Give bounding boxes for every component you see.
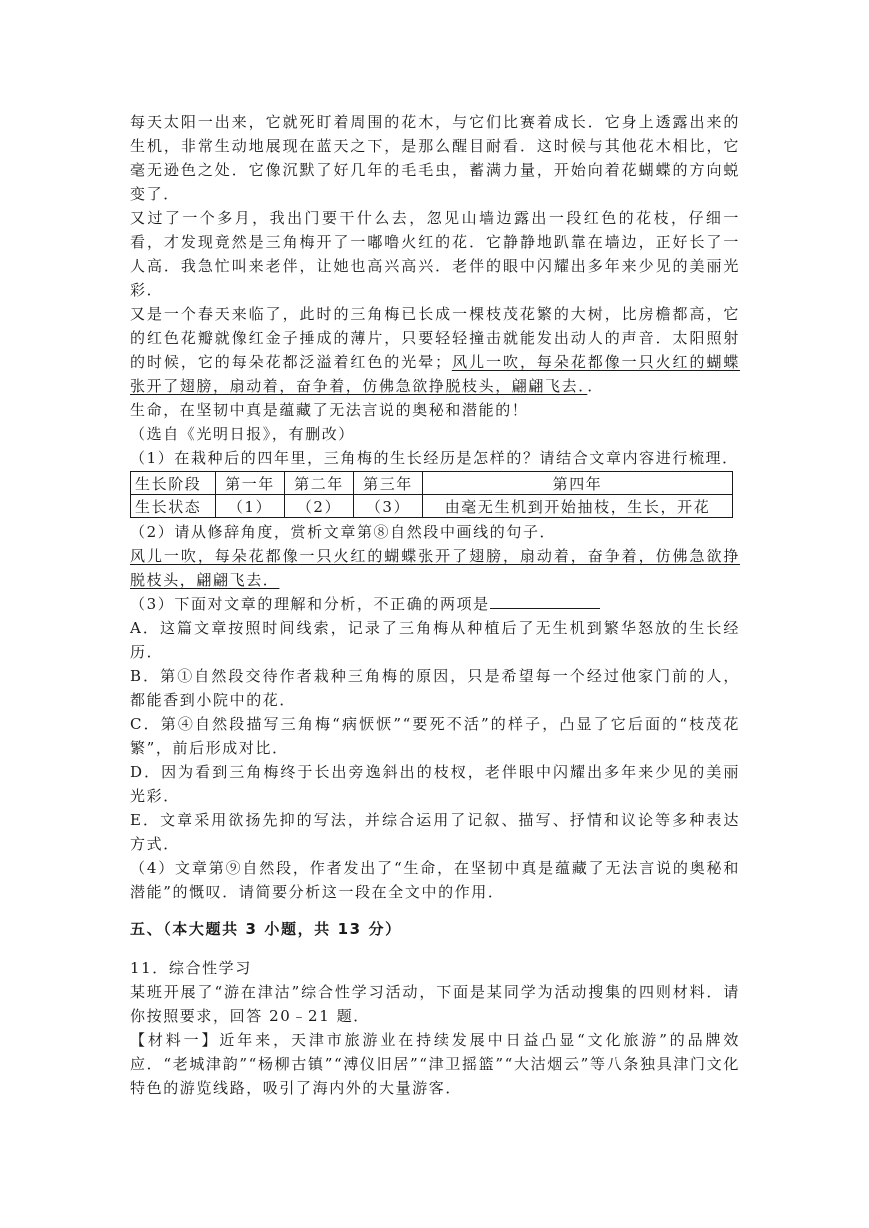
table-cell: 生长状态: [131, 495, 216, 518]
question-2-quote: 风儿一吹，每朵花都像一只火红的蝴蝶张开了翅膀，扇动着，奋争着，仿佛急欲挣脱枝头，翩翩飞去．: [130, 547, 740, 589]
table-cell: （1）: [216, 495, 285, 518]
answer-blank: [490, 594, 600, 609]
section-5-intro: 某班开展了“游在津沽”综合性学习活动，下面是某同学为活动搜集的四则材料．请你按照要求，回答 20﹣21 题．: [130, 983, 740, 1025]
underlined-sentence: 风儿一吹，每朵花都像一只火红的蝴蝶张开了翅膀，扇动着，奋争着，仿佛急欲挣脱枝头，翩翩飞去．: [130, 353, 741, 395]
paragraph-red-flowers: 又过了一个多月，我出门要干什么去，忽见山墙边露出一段红色的花枝，仔细一看，才发现竟然是三角梅开了一嘟噜火红的花．它静静地趴靠在墙边，正好长了一人高．我急忙叫来老伴，让她也高兴高兴．老伴的眼中闪耀出多年来少见的美丽光彩．: [130, 209, 740, 299]
question-3: [130, 592, 740, 616]
source-note: （选自《光明日报》，有删改）: [130, 425, 355, 443]
table-row: [131, 495, 733, 518]
paragraph-spring: [130, 302, 740, 398]
table-header-cell: 生长阶段: [131, 472, 216, 495]
material-1: 【材料一】近年来，天津市旅游业在持续发展中日益凸显“文化旅游”的品牌效应．“老城津韵”“杨柳古镇”“溥仪旧居”“津卫摇篮”“大沽烟云”等八条独具津门文化特色的游览线路，吸引了海内外的大量游客．: [130, 1031, 740, 1097]
question-2: （2）请从修辞角度，赏析文章第⑧自然段中画线的句子．: [130, 523, 557, 541]
table-cell: （3）: [354, 495, 423, 518]
table-header-cell: 第四年: [423, 472, 733, 495]
question-4: （4）文章第⑨自然段，作者发出了“生命，在坚韧中真是蕴藏了无法言说的奥秘和潜能”的慨叹．请简要分析这一段在全文中的作用．: [130, 859, 740, 901]
document-page: [130, 110, 740, 1100]
table-header-row: [131, 472, 733, 495]
option-d: D．因为看到三角梅终于长出旁逸斜出的枝杈，老伴眼中闪耀出多年来少见的美丽光彩．: [130, 763, 740, 805]
item-11: 11．综合性学习: [130, 959, 252, 977]
table-cell: 由毫无生机到开始抽枝，生长，开花: [423, 495, 733, 518]
option-a: A．这篇文章按照时间线索，记录了三角梅从种植后了无生机到繁华怒放的生长经历．: [130, 619, 740, 661]
question-1: （1）在栽种后的四年里，三角梅的生长经历是怎样的？请结合文章内容进行梳理．: [130, 449, 739, 467]
paragraph-spring-text: 又是一个春天来临了，此时的三角梅已长成一棵枝茂花繁的大树，比房檐都高，它的红色花瓣就像红金子捶成的薄片，只要轻轻撞击就能发出动人的声音．太阳照射的时候，它的每朵花都泛溢着红色的光晕；: [130, 305, 740, 371]
option-e: E．文章采用欲扬先抑的写法，并综合运用了记叙、描写、抒情和议论等多种表达方式．: [130, 811, 740, 853]
table-header-cell: 第三年: [354, 472, 423, 495]
question-3-text: （3）下面对文章的理解和分析，不正确的两项是: [130, 595, 490, 613]
growth-table: [130, 471, 733, 518]
table-header-cell: 第二年: [285, 472, 354, 495]
option-c: C．第④自然段描写三角梅“病恹恹”“要死不活”的样子，凸显了它后面的“枝茂花繁”，前后形成对比．: [130, 715, 740, 757]
table-cell: （2）: [285, 495, 354, 518]
table-header-cell: 第一年: [216, 472, 285, 495]
paragraph-sun: 每天太阳一出来，它就死盯着周围的花木，与它们比赛着成长．它身上透露出来的生机，非常生动地展现在蓝天之下，是那么醒目耐看．这时候与其他花木相比，它毫无逊色之处．它像沉默了好几年的毛毛虫，蓄满力量，开始向着花蝴蝶的方向蜕变了．: [130, 113, 740, 203]
option-b: B．第①自然段交待作者栽种三角梅的原因，只是希望每一个经过他家门前的人，都能香到小院中的花．: [130, 667, 740, 709]
paragraph-spring-tail: ．: [587, 377, 604, 395]
paragraph-life: 生命，在坚韧中真是蕴藏了无法言说的奥秘和潜能的！: [130, 401, 529, 419]
section-5-heading: 五、（本大题共 3 小题，共 13 分）: [130, 920, 402, 938]
